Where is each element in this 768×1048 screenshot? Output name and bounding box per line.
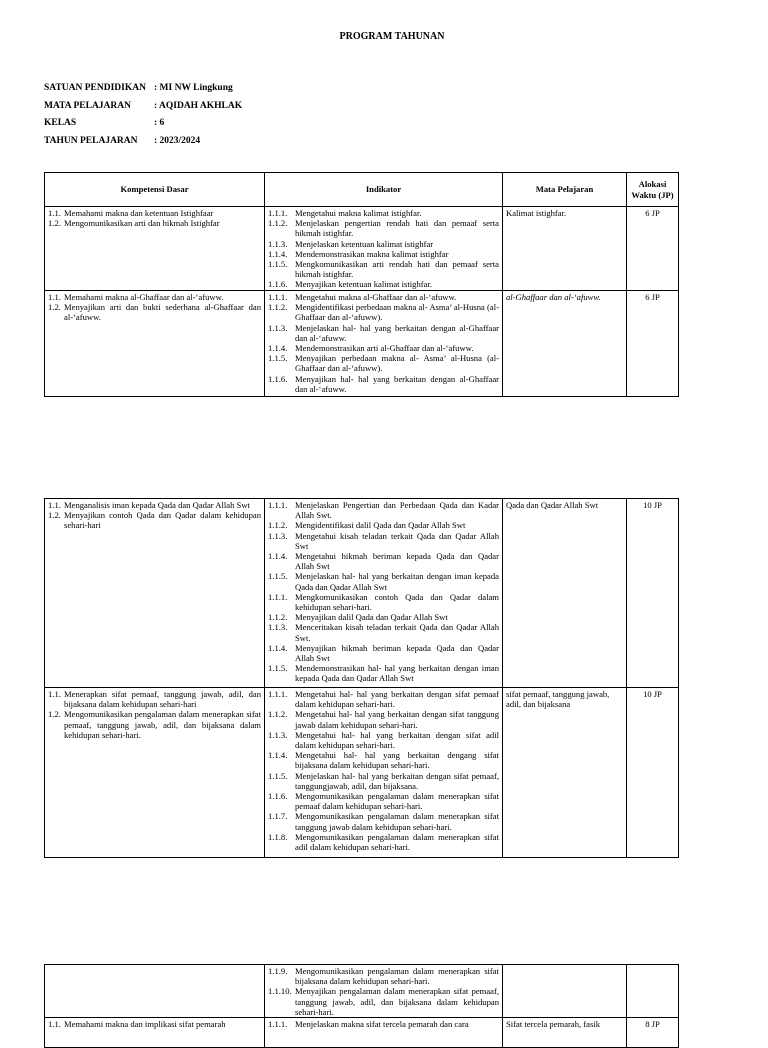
item-text: Mengomunikasikan pengalaman dalam menerapkan sifat pemaaf dalam kehidupan sehari-hari. (295, 791, 499, 812)
item-number: 1.1. (48, 500, 61, 510)
indikator-item (268, 689, 499, 709)
item-number: 1.1.4. (268, 750, 288, 761)
item-number: 1.1.9. (268, 966, 288, 976)
document-meta (44, 83, 242, 153)
item-text: Mengetahui hal- hal yang berkaitan dengan sifat tanggung jawab dalam kehidupan sehari-hari. (295, 709, 499, 730)
item-number: 1.1.1. (268, 292, 288, 302)
indikator-item (268, 592, 499, 612)
item-text: Mendemonstrasikan arti al-Ghaffaar dan al-‘afuww. (295, 343, 474, 354)
item-number: 1.2. (48, 709, 61, 720)
header-indikator: Indikator (265, 173, 503, 207)
kd-item (48, 689, 261, 709)
table-row (45, 965, 679, 1018)
item-text: Mengidentifikasi dalil Qada dan Qadar Allah Swt (295, 520, 466, 531)
item-number: 1.1.5. (268, 770, 288, 781)
indikator-item (268, 500, 499, 520)
item-text: Mengomunikasikan pengalaman dalam menerapkan sifat pemaaf, tanggung jawab, adil, dan bijaksana dalam kehidupan sehari-hari. (64, 709, 261, 740)
item-number: 1.1.1. (268, 500, 288, 510)
indikator-cell (265, 688, 503, 858)
indikator-item (268, 643, 499, 663)
indikator-item (268, 323, 499, 343)
item-number: 1.1. (48, 689, 61, 699)
table-row (45, 499, 679, 688)
alokasi-cell: 6 JP (627, 207, 679, 291)
meta-row-satuan (44, 83, 242, 101)
item-text: Menganalisis iman kepada Qada dan Qadar Allah Swt (64, 500, 250, 510)
mapel-cell (503, 965, 627, 1018)
alokasi-cell: 10 JP (627, 499, 679, 688)
item-number: 1.1.7. (268, 811, 288, 822)
item-text: Menjelaskan hal- hal yang berkaitan dengan iman kepada Qada dan Qadar Allah Swt (295, 571, 499, 592)
item-text: Menjelaskan ketentuan kalimat istighfar (295, 238, 434, 249)
kd-item (48, 709, 261, 740)
indikator-item (268, 520, 499, 530)
kd-item (48, 218, 261, 228)
item-text: Mendemonstrasikan makna kalimat istighfar (295, 248, 449, 259)
item-text: Menjelaskan Pengertian dan Perbedaan Qada dan Kadar Allah Swt. (295, 500, 499, 521)
indikator-item (268, 663, 499, 683)
indikator-item (268, 208, 499, 218)
item-text: Menjelaskan pengertian rendah hati dan pemaaf serta hikmah istighfar. (295, 218, 499, 239)
indikator-cell (265, 207, 503, 291)
indikator-cell (265, 499, 503, 688)
meta-label: SATUAN PENDIDIKAN (44, 83, 146, 93)
header-kompetensi-dasar: Kompetensi Dasar (45, 173, 265, 207)
item-text: Mendemonstrasikan hal- hal yang berkaitan dengan iman kepada Qada dan Qadar Allah Swt (295, 663, 499, 684)
table-row (45, 291, 679, 397)
item-text: Memahami makna al-Ghaffaar dan al-‘afuww. (64, 292, 224, 302)
item-text: Mengomunikasikan arti dan hikmah Istighfar (64, 218, 220, 229)
item-text: Menyajikan dalil Qada dan Qadar Allah Swt (295, 612, 448, 623)
item-number: 1.1.1. (268, 689, 288, 699)
item-text: Mengkomunikasikan arti rendah hati dan pemaaf serta hikmah istighfar. (295, 259, 499, 280)
indikator-item (268, 811, 499, 831)
mapel-cell: Kalimat istighfar. (503, 207, 627, 291)
item-number: 1.1.2. (268, 520, 288, 531)
document-title: PROGRAM TAHUNAN (339, 31, 445, 42)
mapel-cell: Sifat tercela pemarah, fasik (503, 1018, 627, 1048)
indikator-item (268, 622, 499, 642)
item-text: Mengetahui makna al-Ghaffaar dan al-‘afuww. (295, 292, 457, 302)
indikator-item (268, 612, 499, 622)
indikator-item (268, 750, 499, 770)
indikator-item (268, 353, 499, 373)
item-number: 1.1.5. (268, 571, 288, 582)
indikator-item (268, 239, 499, 249)
item-number: 1.1. (48, 292, 61, 302)
program-table-page-1 (44, 172, 679, 397)
item-text: Menyajikan perbedaan makna al- Asma’ al-Husna (al-Ghaffaar dan al-‘afuww). (295, 353, 499, 374)
mapel-cell: Qada dan Qadar Allah Swt (503, 499, 627, 688)
alokasi-cell: 8 JP (627, 1018, 679, 1048)
item-text: Menyajikan hal- hal yang berkaitan dengan al-Ghaffaar dan al-‘afuww. (295, 373, 499, 394)
indikator-item (268, 551, 499, 571)
item-number: 1.1.5. (268, 353, 288, 364)
meta-row-mapel (44, 101, 242, 119)
meta-value: : AQIDAH AKHLAK (154, 100, 243, 111)
indikator-cell (265, 291, 503, 397)
indikator-item (268, 249, 499, 259)
item-text: Menyajikan hikmah beriman kepada Qada dan Qadar Allah Swt (295, 642, 499, 664)
indikator-item (268, 279, 499, 289)
item-number: 1.1. (48, 208, 61, 218)
item-text: Menerapkan sifat pemaaf, tanggung jawab, adil, dan bijaksana dalam kehidupan sehari-hari (64, 689, 261, 710)
item-text: Mengetahui hal- hal yang berkaitan dengang sifat bijaksana dalam kehidupan sehari-hari. (295, 750, 499, 771)
kd-cell (45, 207, 265, 291)
item-number: 1.1.3. (268, 322, 288, 333)
mapel-cell: al-Ghaffaar dan al-‘afuww. (503, 291, 627, 397)
item-number: 1.1.1. (268, 591, 288, 602)
item-number: 1.1. (48, 1019, 61, 1030)
item-number: 1.1.2. (268, 612, 288, 623)
meta-row-tahun (44, 136, 242, 154)
header-mata-pelajaran: Mata Pelajaran (503, 173, 627, 207)
indikator-item (268, 218, 499, 238)
item-text: Memahami makna dan implikasi sifat pemarah (64, 1019, 226, 1030)
item-number: 1.1.1. (268, 1019, 288, 1030)
kd-cell (45, 499, 265, 688)
item-number: 1.1.4. (268, 343, 288, 354)
item-text: Menyajikan contoh Qada dan Qadar dalam kehidupan sehari-hari (64, 510, 261, 531)
item-number: 1.1.3. (268, 238, 288, 249)
item-number: 1.1.4. (268, 551, 288, 562)
indikator-item (268, 531, 499, 551)
indikator-item (268, 374, 499, 394)
meta-value: : MI NW Lingkung (154, 83, 233, 93)
item-number: 1.2. (48, 302, 61, 313)
item-number: 1.1.4. (268, 642, 288, 653)
item-number: 1.1.2. (268, 709, 288, 720)
indikator-cell (265, 1018, 503, 1048)
mapel-cell: sifat pemaaf, tanggung jawab, adil, dan bijaksana (503, 688, 627, 858)
kd-cell (45, 291, 265, 397)
item-text: Mengomunikasikan pengalaman dalam menerapkan sifat bijaksana dalam kehidupan sehari-hari. (295, 966, 499, 987)
kd-item (48, 208, 261, 218)
item-text: Memahami makna dan ketentuan Istighfaar (64, 208, 214, 218)
indikator-item (268, 709, 499, 729)
item-number: 1.1.6. (268, 373, 288, 384)
indikator-item (268, 571, 499, 591)
meta-value: : 6 (154, 118, 165, 128)
table-row (45, 1018, 679, 1048)
item-number: 1.1.6. (268, 791, 288, 802)
indikator-item (268, 730, 499, 750)
item-number: 1.2. (48, 218, 61, 229)
item-number: 1.1.10. (268, 986, 292, 997)
kd-item (48, 302, 261, 322)
indikator-item (268, 1019, 499, 1029)
indikator-item (268, 986, 499, 1017)
item-text: Mengomunikasikan pengalaman dalam menerapkan sifat adil dalam kehidupan sehari-hari. (295, 831, 499, 853)
indikator-item (268, 292, 499, 302)
indikator-cell (265, 965, 503, 1018)
item-text: Mengidentifikasi perbedaan makna al- Asma’ al-Husna (al-Ghaffaar dan al-‘afuww). (295, 302, 499, 323)
meta-label: MATA PELAJARAN (44, 100, 131, 111)
table-row (45, 688, 679, 858)
meta-value: : 2023/2024 (154, 135, 201, 146)
meta-label: KELAS (44, 118, 77, 128)
meta-label: TAHUN PELAJARAN (44, 135, 138, 146)
alokasi-cell (627, 965, 679, 1018)
header-alokasi-waktu: Alokasi Waktu (JP) (627, 173, 679, 207)
kd-item (48, 1019, 261, 1029)
indikator-item (268, 771, 499, 791)
kd-cell (45, 688, 265, 858)
item-number: 1.1.3. (268, 622, 288, 633)
table-header-row (45, 173, 679, 207)
indikator-item (268, 302, 499, 322)
kd-cell (45, 965, 265, 1018)
item-number: 1.1.5. (268, 259, 288, 270)
item-text: Mengetahui hikmah beriman kepada Qada dan Qadar Allah Swt (295, 551, 499, 572)
item-number: 1.1.5. (268, 663, 288, 674)
item-text: Menyajikan arti dan bukti sederhana al-Ghaffaar dan al-‘afuww. (64, 302, 261, 323)
alokasi-cell: 6 JP (627, 291, 679, 397)
item-number: 1.1.6. (268, 279, 288, 290)
item-text: Menjelaskan makna sifat tercela pemarah dan cara (295, 1019, 469, 1030)
item-number: 1.1.3. (268, 530, 288, 541)
item-text: Menjelaskan hal- hal yang berkaitan dengan sifat pemaaf, tanggungjawab, adil, dan bijaksana. (295, 770, 499, 791)
indikator-item (268, 259, 499, 279)
kd-item (48, 500, 261, 510)
item-text: Mengomunikasikan pengalaman dalam menerapkan sifat tanggung jawab dalam kehidupan sehari-hari. (295, 811, 499, 832)
indikator-item (268, 966, 499, 986)
item-text: Menjelaskan hal- hal yang berkaitan dengan al-Ghaffaar dan al-‘afuww. (295, 322, 499, 343)
item-text: Mengetahui makna kalimat istighfar. (295, 208, 422, 218)
indikator-item (268, 343, 499, 353)
item-number: 1.1.2. (268, 218, 288, 229)
table-row (45, 207, 679, 291)
program-table-page-3 (44, 964, 679, 1048)
kd-item (48, 510, 261, 530)
item-number: 1.2. (48, 510, 61, 521)
item-number: 1.1.4. (268, 248, 288, 259)
item-text: Menyajikan pengalaman dalam menerapkan sifat pemaaf, tanggung jawab, adil, dan bijaksana dalam kehidupan sehari-hari. (295, 986, 499, 1017)
meta-row-kelas (44, 118, 242, 136)
item-number: 1.1.3. (268, 729, 288, 740)
indikator-item (268, 791, 499, 811)
item-text: Mengetahui hal- hal yang berkaitan dengan sifat adil dalam kehidupan sehari-hari. (295, 729, 499, 751)
item-number: 1.1.2. (268, 302, 288, 313)
indikator-item (268, 832, 499, 852)
item-text: Mengetahui kisah teladan terkait Qada dan Qadar Allah Swt (295, 530, 499, 551)
item-text: Mengetahui hal- hal yang berkaitan dengan sifat pemaaf dalam kehidupan sehari-hari. (295, 689, 499, 710)
item-number: 1.1.1. (268, 208, 288, 218)
item-number: 1.1.8. (268, 831, 288, 842)
alokasi-cell: 10 JP (627, 688, 679, 858)
kd-cell (45, 1018, 265, 1048)
item-text: Menyajikan ketentuan kalimat istighfar. (295, 279, 432, 290)
program-table-page-2 (44, 498, 679, 858)
kd-item (48, 292, 261, 302)
item-text: Mengkomunikasikan contoh Qada dan Qadar dalam kehidupan sehari-hari. (295, 591, 499, 613)
item-text: Menceritakan kisah teladan terkait Qada dan Qadar Allah Swt. (295, 622, 499, 643)
